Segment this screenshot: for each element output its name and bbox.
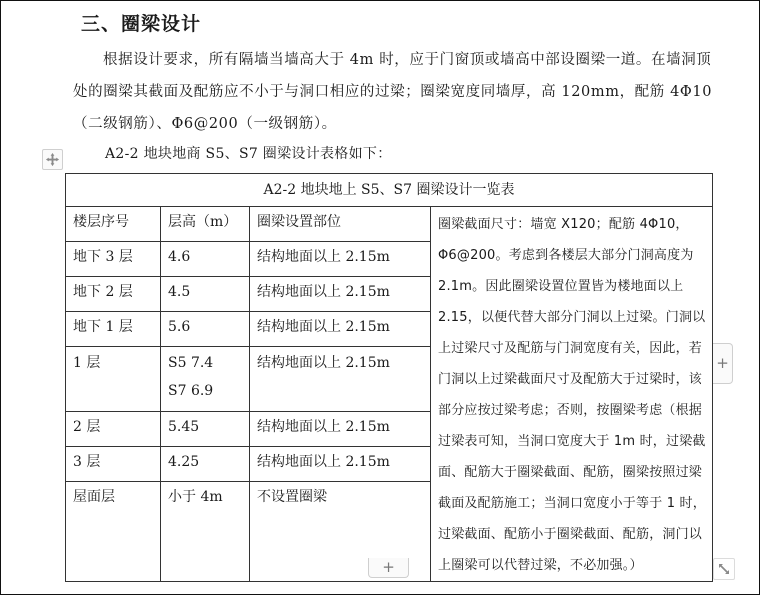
height-cell[interactable]: 5.45	[161, 412, 250, 447]
position-cell[interactable]: 结构地面以上 2.15m	[250, 412, 431, 447]
floor-cell[interactable]	[66, 347, 161, 412]
floor-cell[interactable]: 地下 3 层	[66, 242, 161, 277]
position-label: 结构地面以上 2.15m	[257, 355, 390, 372]
table-title-row	[66, 174, 713, 207]
position-cell[interactable]	[250, 347, 431, 412]
floor-label: 1 层	[73, 355, 101, 372]
floor-cell[interactable]: 地下 2 层	[66, 277, 161, 312]
height-cell[interactable]: 5.6	[161, 312, 250, 347]
height-line-s7: S7 6.9	[168, 383, 214, 400]
position-cell[interactable]: 结构地面以上 2.15m	[250, 447, 431, 482]
table-header-row	[66, 207, 713, 242]
header-position[interactable]: 圈梁设置部位	[250, 207, 431, 242]
height-cell[interactable]: 小于 4m	[161, 482, 250, 582]
floor-cell[interactable]: 2 层	[66, 412, 161, 447]
floor-cell[interactable]: 地下 1 层	[66, 312, 161, 347]
section-heading: 三、圈梁设计	[81, 13, 202, 35]
position-cell[interactable]: 结构地面以上 2.15m	[250, 312, 431, 347]
height-cell[interactable]: 4.5	[161, 277, 250, 312]
design-note-cell[interactable]: 圈梁截面尺寸：墙宽 X120；配筋 4Φ10，Φ6@200。考虑到各楼层大部分门洞高度为 2.1m。因此圈梁设置位置皆为楼地面以上 2.15，以便代替大部分门洞以上过梁。门洞以上过梁尺寸及配筋与门洞宽度有关，因此，若门洞以上过梁截面尺寸及配筋大于过梁时，该部分应按过梁考虑；否则，按圈梁考虑（根据过梁表可知，当洞口宽度大于 1m 时，过梁截面、配筋大于圈梁截面、配筋，圈梁按照过梁截面及配筋施工；当洞口宽度小于等于 1 时，过梁截面、配筋小于圈梁截面、配筋，洞门以上圈梁可以代替过梁，不必加强。）	[431, 207, 713, 582]
height-cell[interactable]	[161, 347, 250, 412]
table-move-handle[interactable]	[42, 149, 63, 170]
position-cell[interactable]: 不设置圈梁	[250, 482, 431, 582]
height-cell[interactable]: 4.6	[161, 242, 250, 277]
table-caption: A2-2 地块地商 S5、S7 圈梁设计表格如下：	[105, 146, 392, 162]
height-line-s5: S5 7.4	[168, 355, 214, 372]
resize-icon	[716, 561, 732, 577]
height-cell[interactable]: 4.25	[161, 447, 250, 482]
move-icon	[45, 152, 60, 167]
header-height[interactable]: 层高（m）	[161, 207, 250, 242]
floor-cell[interactable]: 3 层	[66, 447, 161, 482]
add-row-button[interactable]: +	[368, 558, 409, 578]
table-title[interactable]: A2-2 地块地上 S5、S7 圈梁设计一览表	[66, 174, 713, 207]
position-cell[interactable]: 结构地面以上 2.15m	[250, 277, 431, 312]
body-paragraph: 根据设计要求，所有隔墙当墙高大于 4m 时，应于门窗顶或墙高中部设圈梁一道。在墙洞顶处的圈梁其截面及配筋应不小于与洞口相应的过梁；圈梁宽度同墙厚，高 120mm，配筋 4Φ10（二级钢筋）、Φ6@200（一级钢筋）。	[73, 52, 713, 132]
add-column-button[interactable]: +	[713, 343, 733, 384]
header-floor[interactable]: 楼层序号	[66, 207, 161, 242]
position-cell[interactable]: 结构地面以上 2.15m	[250, 242, 431, 277]
ring-beam-table	[65, 173, 713, 582]
floor-cell[interactable]: 屋面层	[66, 482, 161, 582]
table-resize-handle[interactable]	[713, 558, 735, 580]
